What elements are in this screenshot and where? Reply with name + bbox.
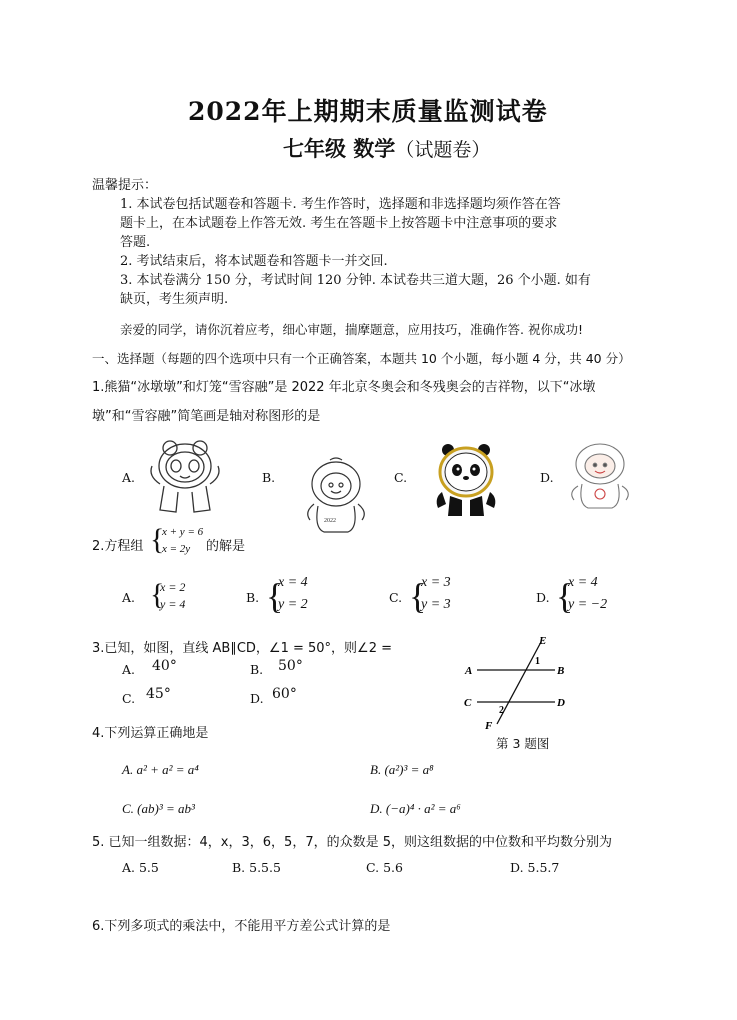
fig-label-a: A <box>465 665 473 677</box>
tips-line: 答题. <box>120 235 151 250</box>
q3-option-b-label: B. <box>250 662 264 677</box>
q3-option-b-value: 50° <box>278 658 303 674</box>
fig-angle-2: 2 <box>499 705 504 716</box>
q2-option-d-label: D. <box>536 590 550 605</box>
q2-option-d-eq2: y = −2 <box>568 597 608 612</box>
q1-stem: 1.熊猫“冰墩墩”和灯笼“雪容融”是 2022 年北京冬奥会和冬残奥会的吉祥物，以下“冰墩 <box>92 380 596 395</box>
q3-option-c-value: 45° <box>146 686 171 702</box>
fig-label-b: B <box>557 665 565 677</box>
q5-option-c: C. 5.6 <box>366 860 403 875</box>
q2-option-c-eq2: y = 3 <box>421 597 451 612</box>
bing-dwen-dwen-color-image <box>432 442 500 518</box>
q1-option-d-label: D. <box>540 470 554 485</box>
page-title: 2022年上期期末质量监测试卷 <box>188 97 548 126</box>
subtitle-main: 七年级 数学 <box>283 136 396 161</box>
q1-option-c-label: C. <box>394 470 408 485</box>
q1-option-b-label: B. <box>262 470 276 485</box>
page-subtitle <box>283 133 490 163</box>
q5-option-a: A. 5.5 <box>122 860 159 875</box>
q2-option-b-label: B. <box>246 590 260 605</box>
q2-option-c-label: C. <box>389 590 403 605</box>
fig-angle-1: 1 <box>535 656 540 667</box>
q4-stem: 4.下列运算正确地是 <box>92 726 209 741</box>
q5-stem: 5. 已知一组数据：4，x，3，6，5，7，的众数是 5，则这组数据的中位数和平均数分别为 <box>92 835 612 850</box>
q2-prefix: 2.方程组 <box>92 539 144 554</box>
encouragement: 亲爱的同学，请你沉着应考，细心审题，揣摩题意，应用技巧，准确作答. 祝你成功! <box>120 322 583 337</box>
tips-line: 缺页，考生须声明. <box>120 292 229 307</box>
q2-option-d-eq1: x = 4 <box>568 575 598 590</box>
fig-label-f: F <box>485 720 493 732</box>
shuey-rhon-rhon-outline-image <box>300 456 372 536</box>
q2-system-eq2: x = 2y <box>162 543 191 555</box>
tips-line: 3. 本试卷满分 150 分，考试时间 120 分钟. 本试卷共三道大题，26 个小题. 如有 <box>120 273 591 288</box>
q4-option-b: B. (a²)³ = a⁸ <box>370 762 434 777</box>
q3-parallel-lines-figure <box>455 632 585 732</box>
tips-line: 2. 考试结束后，将本试题卷和答题卡一并交回. <box>120 254 388 269</box>
q3-option-d-label: D. <box>250 691 264 706</box>
q2-system-brace: { <box>150 523 165 556</box>
shuey-rhon-rhon-light-image <box>564 440 636 512</box>
fig-label-d: D <box>557 697 565 709</box>
subtitle-paren: （试题卷） <box>395 139 491 161</box>
bing-dwen-dwen-outline-image <box>142 436 228 516</box>
q2-suffix: 的解是 <box>206 539 246 554</box>
fig-label-c: C <box>464 697 472 709</box>
q2-system-eq1: x + y = 6 <box>162 526 204 538</box>
q1-option-a-label: A. <box>122 470 136 485</box>
q1-stem: 墩”和“雪容融”简笔画是轴对称图形的是 <box>92 409 321 424</box>
q6-stem: 6.下列多项式的乘法中，不能用平方差公式计算的是 <box>92 919 391 934</box>
q3-stem: 3.已知，如图，直线 AB∥CD，∠1 = 50°，则∠2 = <box>92 641 393 656</box>
q3-option-a-label: A. <box>122 662 136 677</box>
q2-option-a-eq1: x = 2 <box>160 580 186 594</box>
tips-line: 1. 本试卷包括试题卷和答题卡. 考生作答时，选择题和非选择题均须作答在答 <box>120 197 561 212</box>
q3-figure-caption: 第 3 题图 <box>496 736 550 751</box>
q4-option-d: D. (−a)⁴ · a² = a⁶ <box>370 801 461 816</box>
q5-option-b: B. 5.5.5 <box>232 860 281 875</box>
q2-option-b-brace: { <box>266 576 284 616</box>
section-heading: 一、选择题（每题的四个选项中只有一个正确答案，本题共 10 个小题，每小题 4 分，共 40 分） <box>92 351 631 366</box>
tips-line: 题卡上，在本试题卷上作答无效. 考生在答题卡上按答题卡中注意事项的要求 <box>120 216 558 231</box>
q2-option-c-eq1: x = 3 <box>421 575 451 590</box>
mascot-badge-text: 2022 <box>324 518 336 524</box>
q4-option-a: A. a² + a² = a⁴ <box>122 762 199 777</box>
q2-option-d-brace: { <box>556 576 574 616</box>
q3-option-c-label: C. <box>122 691 136 706</box>
q3-option-d-value: 60° <box>272 686 297 702</box>
q2-option-b-eq1: x = 4 <box>278 575 308 590</box>
q2-option-a-label: A. <box>122 590 136 605</box>
q5-option-d: D. 5.5.7 <box>510 860 560 875</box>
q2-option-a-eq2: y = 4 <box>160 597 186 611</box>
tips-heading: 温馨提示： <box>92 178 158 193</box>
fig-label-e: E <box>539 635 547 647</box>
q2-option-a-brace: { <box>150 578 165 611</box>
q2-option-c-brace: { <box>409 576 427 616</box>
q2-option-b-eq2: y = 2 <box>278 597 308 612</box>
q4-option-c: C. (ab)³ = ab³ <box>122 801 195 816</box>
q3-option-a-value: 40° <box>152 658 177 674</box>
